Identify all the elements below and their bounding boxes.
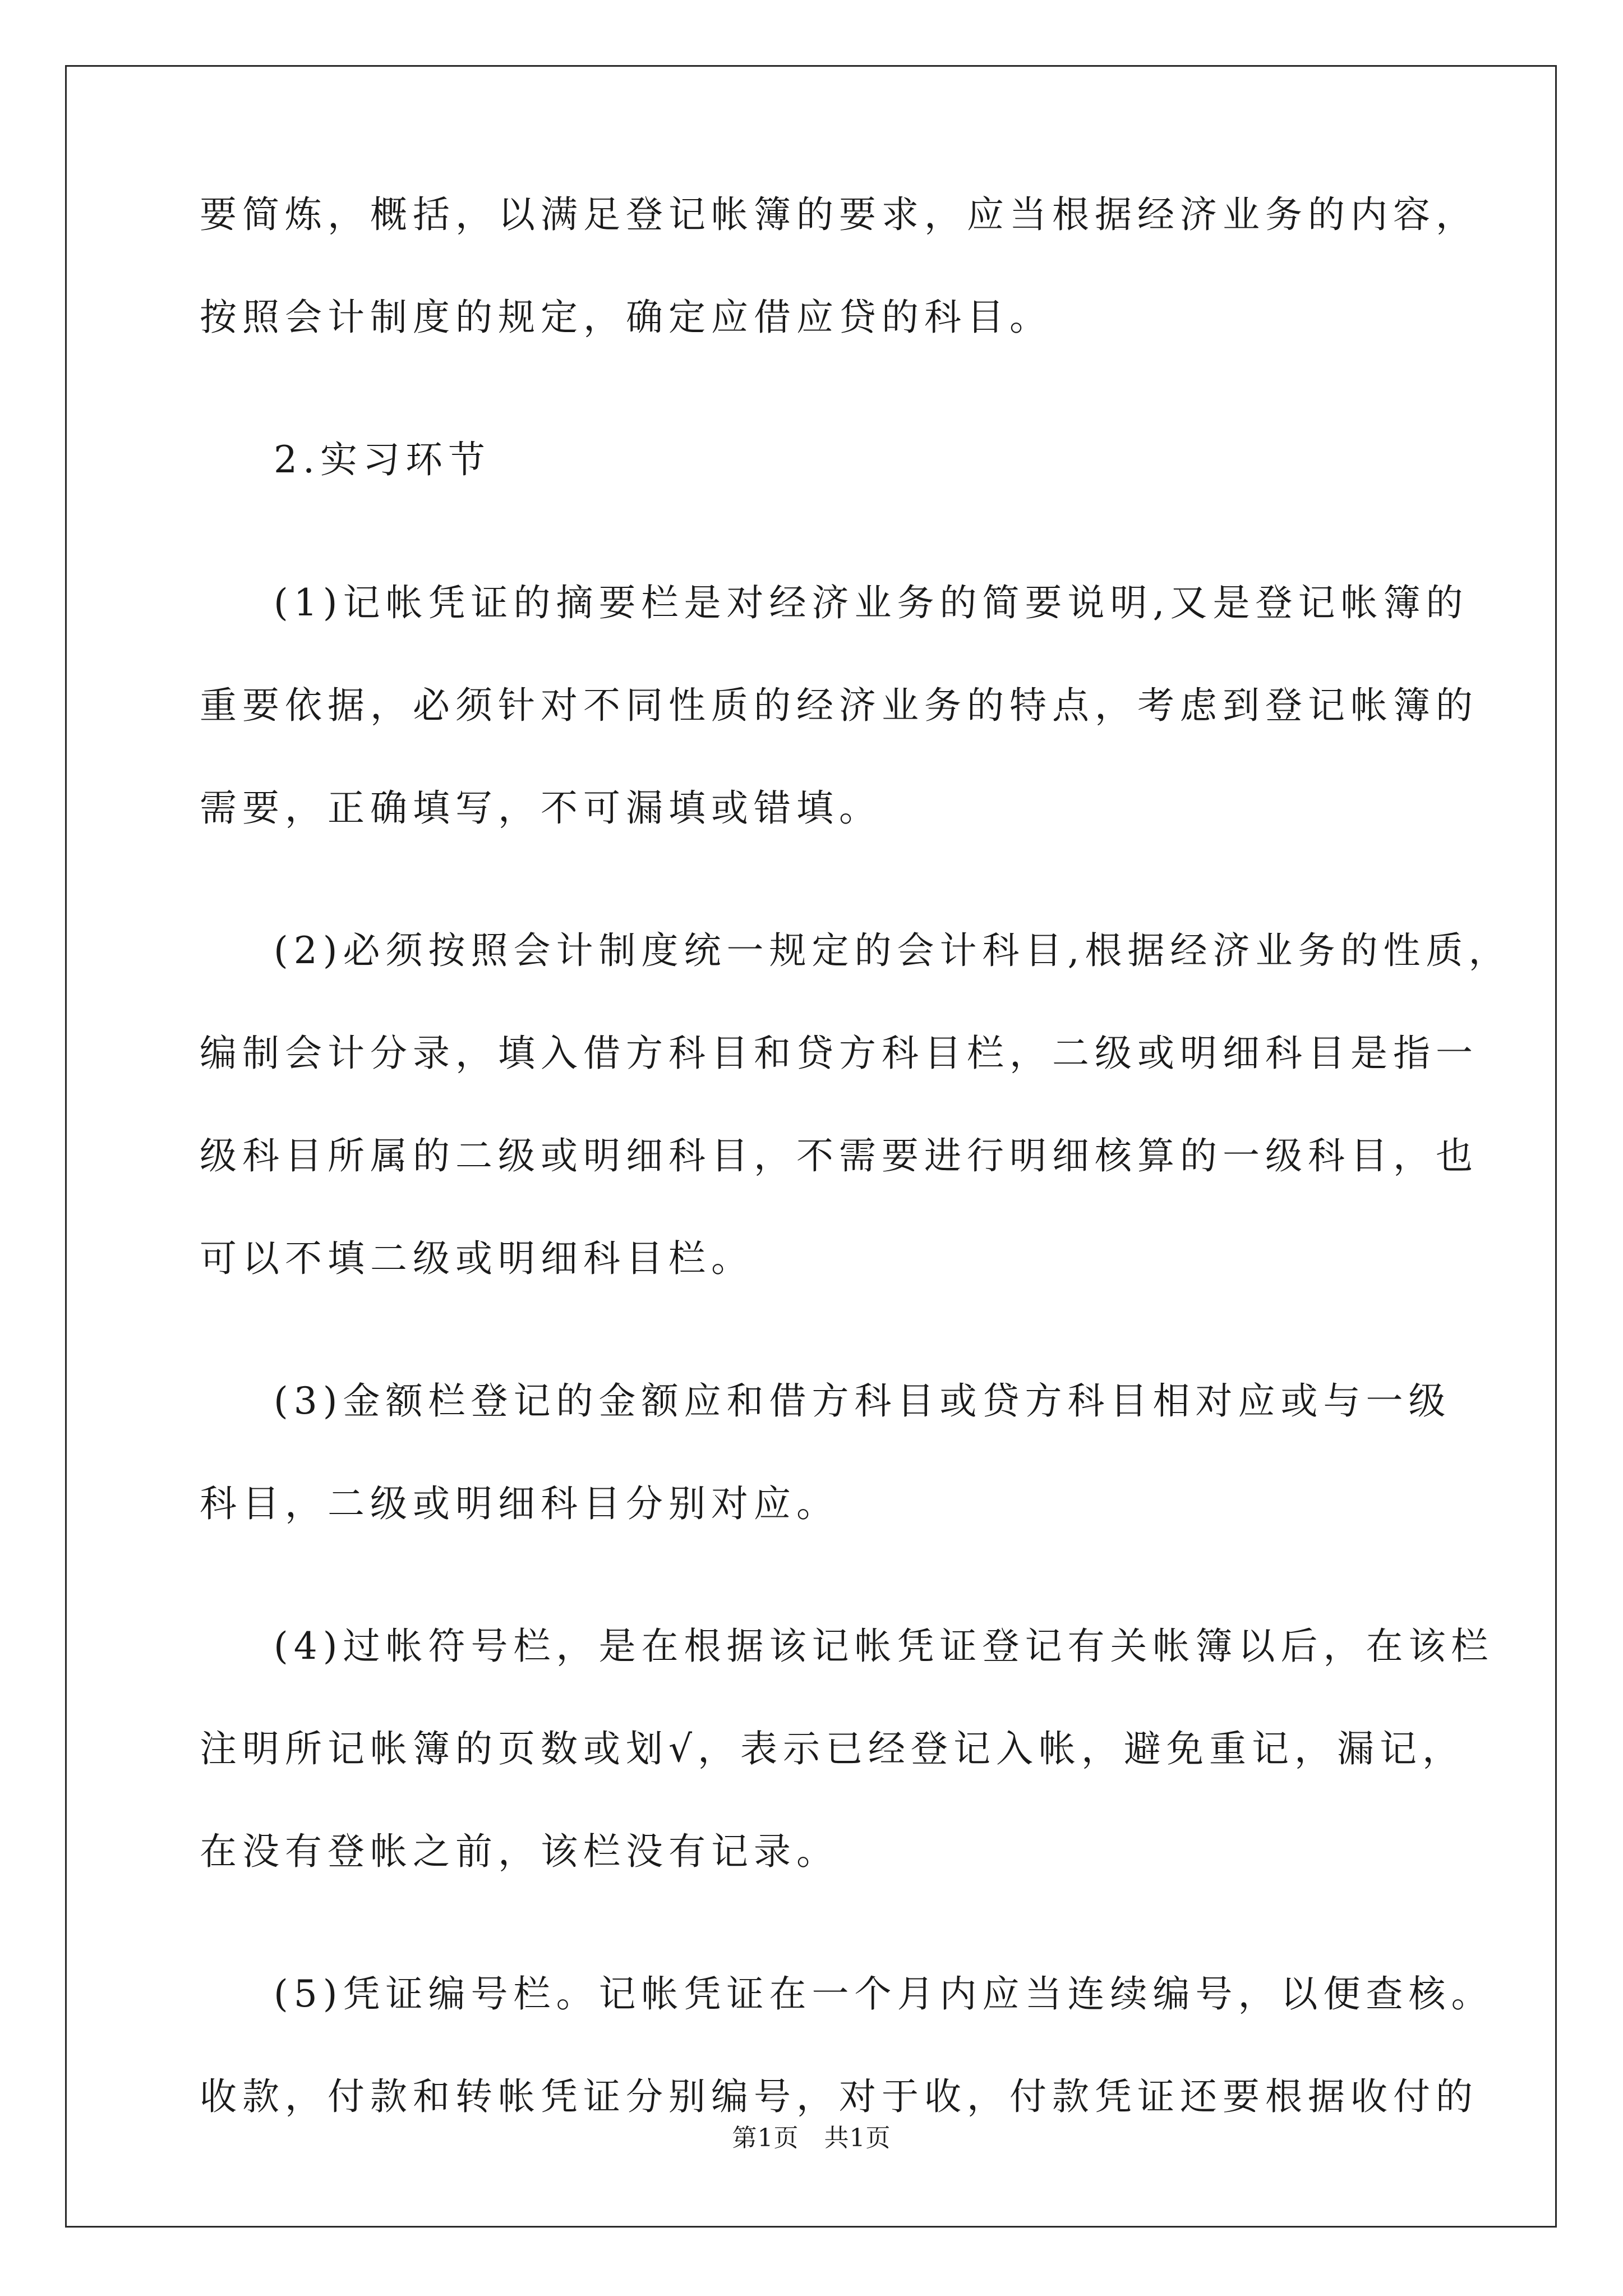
- text-line: (1)记帐凭证的摘要栏是对经济业务的简要说明,又是登记帐簿的: [274, 581, 1469, 624]
- text-line: (4)过帐符号栏，是在根据该记帐凭证登记有关帐簿以后，在该栏: [274, 1625, 1494, 1668]
- text-line: 按照会计制度的规定，确定应借应贷的科目。: [200, 296, 1052, 339]
- text-line: (2)必须按照会计制度统一规定的会计科目,根据经济业务的性质，: [274, 929, 1511, 972]
- text-line: 收款，付款和转帐凭证分别编号，对于收，付款凭证还要根据收付的: [200, 2075, 1478, 2118]
- text-line: 在没有登帐之前，该栏没有记录。: [200, 1830, 839, 1873]
- page-footer: 第1页 共1页: [732, 2124, 891, 2152]
- text-line: (5)凭证编号栏。记帐凭证在一个月内应当连续编号，以便查核。: [274, 1972, 1494, 2016]
- text-line: 可以不填二级或明细科目栏。: [200, 1237, 754, 1280]
- text-line: 编制会计分录，填入借方科目和贷方科目栏，二级或明细科目是指一: [200, 1032, 1478, 1075]
- text-line: 需要，正确填写，不可漏填或错填。: [200, 786, 882, 830]
- text-line: 要简炼，概括，以满足登记帐簿的要求，应当根据经济业务的内容，: [200, 193, 1478, 236]
- text-line: 注明所记帐簿的页数或划√，表示已经登记入帐，避免重记，漏记，: [200, 1727, 1465, 1770]
- section-heading: 2.实习环节: [274, 438, 491, 481]
- text-line: (3)金额栏登记的金额应和借方科目或贷方科目相对应或与一级: [274, 1379, 1451, 1423]
- text-line: 级科目所属的二级或明细科目，不需要进行明细核算的一级科目，也: [200, 1134, 1478, 1177]
- text-line: 科目，二级或明细科目分别对应。: [200, 1482, 839, 1525]
- text-line: 重要依据，必须针对不同性质的经济业务的特点，考虑到登记帐簿的: [200, 684, 1478, 727]
